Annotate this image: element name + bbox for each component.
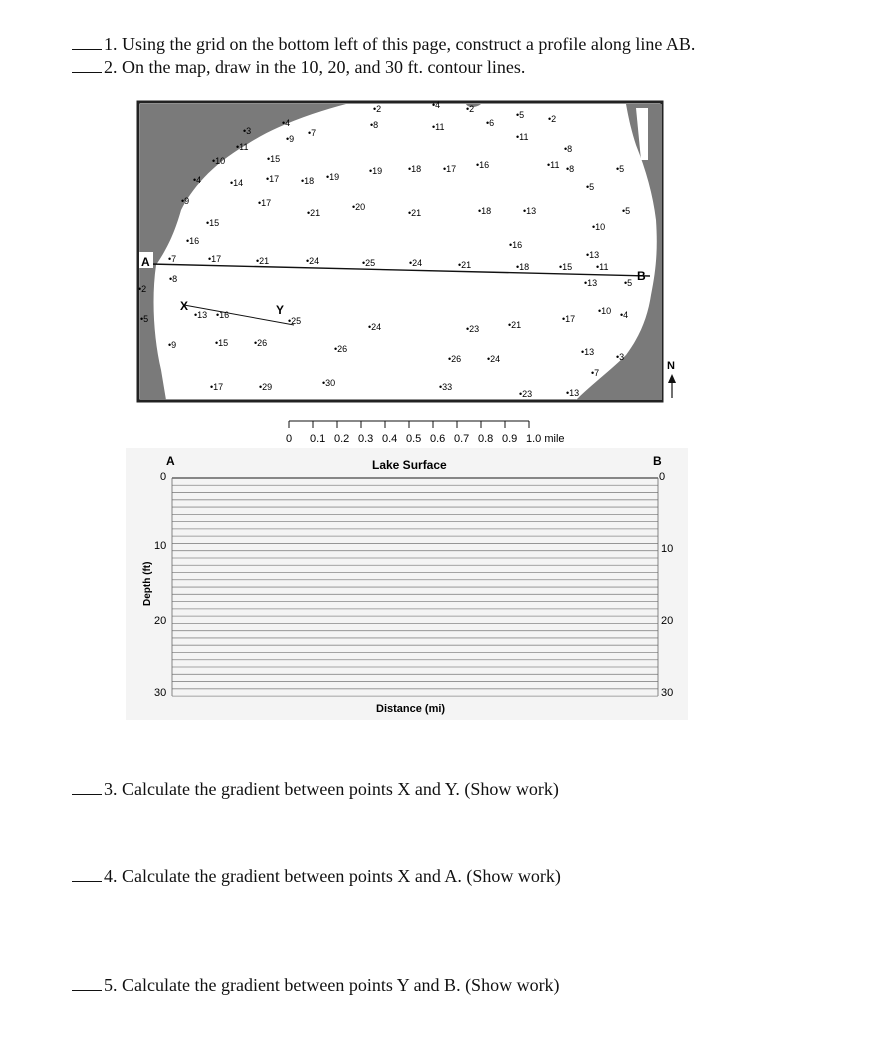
depth-sounding: •9 bbox=[286, 134, 295, 144]
scale-tick-label: 0.3 bbox=[358, 433, 374, 445]
depth-sounding: •21 bbox=[458, 260, 472, 270]
depth-sounding: •17 bbox=[562, 314, 576, 324]
left-tick-10: 10 bbox=[154, 540, 167, 552]
depth-sounding: •24 bbox=[487, 354, 501, 364]
question-1: 1. Using the grid on the bottom left of this page, construct a profile along line AB. bbox=[72, 34, 695, 55]
north-arrow bbox=[664, 356, 684, 400]
point-x-label: X bbox=[180, 299, 189, 313]
profile-zero-left: 0 bbox=[160, 471, 167, 483]
answer-blank[interactable] bbox=[72, 976, 102, 991]
depth-sounding: •9 bbox=[168, 340, 177, 350]
depth-sounding: •10 bbox=[598, 306, 612, 316]
lake-surface-label: Lake Surface bbox=[372, 458, 447, 472]
scale-tick-label: 0.7 bbox=[454, 433, 470, 445]
depth-sounding: •13 bbox=[523, 206, 537, 216]
depth-sounding: •24 bbox=[368, 322, 382, 332]
answer-blank[interactable] bbox=[72, 867, 102, 882]
depth-sounding: •3 bbox=[243, 126, 252, 136]
depth-sounding: •25 bbox=[288, 316, 302, 326]
depth-sounding: •18 bbox=[301, 176, 315, 186]
depth-sounding: •8 bbox=[566, 164, 575, 174]
depth-sounding: •15 bbox=[559, 262, 573, 272]
depth-sounding: •29 bbox=[259, 382, 273, 392]
right-tick-30: 30 bbox=[661, 687, 674, 699]
depth-sounding: •4 bbox=[282, 118, 291, 128]
depth-sounding: •2 bbox=[138, 284, 147, 294]
distance-axis-label: Distance (mi) bbox=[376, 703, 446, 715]
depth-sounding: •7 bbox=[308, 128, 317, 138]
depth-sounding: •4 bbox=[193, 175, 202, 185]
north-arrow-icon bbox=[668, 374, 676, 383]
depth-axis-label: Depth (ft) bbox=[142, 561, 153, 606]
depth-sounding: •16 bbox=[509, 240, 523, 250]
depth-sounding: •17 bbox=[210, 382, 224, 392]
depth-sounding: •16 bbox=[186, 236, 200, 246]
depth-sounding: •24 bbox=[409, 258, 423, 268]
depth-sounding: •5 bbox=[616, 164, 625, 174]
depth-sounding: •15 bbox=[267, 154, 281, 164]
depth-sounding: •18 bbox=[408, 164, 422, 174]
depth-sounding: •13 bbox=[586, 250, 600, 260]
depth-sounding: •7 bbox=[168, 254, 177, 264]
depth-sounding: •25 bbox=[362, 258, 376, 268]
depth-sounding: •21 bbox=[508, 320, 522, 330]
depth-sounding: •9 bbox=[181, 196, 190, 206]
scale-tick-label: 0.1 bbox=[310, 433, 326, 445]
depth-sounding: •13 bbox=[581, 347, 595, 357]
depth-sounding: •8 bbox=[370, 120, 379, 130]
scale-tick-label: 1.0 mile bbox=[526, 433, 565, 445]
question-3: 3. Calculate the gradient between points X and Y. (Show work) bbox=[72, 779, 559, 800]
scale-tick-label: 0.9 bbox=[502, 433, 518, 445]
depth-sounding: •2 bbox=[466, 104, 475, 114]
scale-bar bbox=[280, 418, 570, 448]
depth-sounding: •4 bbox=[432, 100, 441, 110]
depth-sounding: •13 bbox=[194, 310, 208, 320]
depth-sounding: •26 bbox=[448, 354, 462, 364]
scale-tick-label: 0 bbox=[286, 433, 293, 445]
scale-tick-label: 0.8 bbox=[478, 433, 494, 445]
question-2: 2. On the map, draw in the 10, 20, and 30 ft. contour lines. bbox=[72, 57, 525, 78]
depth-sounding: •10 bbox=[592, 222, 606, 232]
answer-blank[interactable] bbox=[72, 780, 102, 795]
depth-sounding: •8 bbox=[564, 144, 573, 154]
depth-sounding: •33 bbox=[439, 382, 453, 392]
depth-sounding: •21 bbox=[307, 208, 321, 218]
depth-sounding: •18 bbox=[516, 262, 530, 272]
depth-sounding: •20 bbox=[352, 202, 366, 212]
depth-sounding: •13 bbox=[584, 278, 598, 288]
depth-sounding: •23 bbox=[519, 389, 533, 399]
depth-sounding: •24 bbox=[306, 256, 320, 266]
scale-tick-label: 0.5 bbox=[406, 433, 422, 445]
depth-sounding: •11 bbox=[236, 142, 249, 152]
answer-blank[interactable] bbox=[72, 58, 102, 73]
depth-sounding: •2 bbox=[548, 114, 557, 124]
point-a-label: A bbox=[141, 255, 150, 269]
depth-sounding: •17 bbox=[443, 164, 457, 174]
depth-sounding: •15 bbox=[206, 218, 220, 228]
depth-sounding: •6 bbox=[486, 118, 495, 128]
depth-sounding: •19 bbox=[326, 172, 340, 182]
left-tick-20: 20 bbox=[154, 615, 167, 627]
depth-sounding: •10 bbox=[212, 156, 226, 166]
depth-sounding: •5 bbox=[140, 314, 149, 324]
depth-sounding: •5 bbox=[516, 110, 525, 120]
profile-zero-right: 0 bbox=[659, 471, 666, 483]
scale-tick-label: 0.6 bbox=[430, 433, 446, 445]
answer-blank[interactable] bbox=[72, 35, 102, 50]
right-tick-20: 20 bbox=[661, 615, 674, 627]
depth-sounding: •16 bbox=[216, 310, 230, 320]
depth-sounding: •26 bbox=[254, 338, 268, 348]
profile-grid bbox=[126, 448, 688, 720]
point-y-label: Y bbox=[276, 303, 285, 317]
lake-map bbox=[136, 100, 666, 405]
depth-sounding: •21 bbox=[408, 208, 422, 218]
depth-sounding: •7 bbox=[591, 368, 600, 378]
north-label: N bbox=[667, 360, 675, 372]
depth-sounding: •5 bbox=[586, 182, 595, 192]
depth-sounding: •21 bbox=[256, 256, 270, 266]
depth-sounding: •26 bbox=[334, 344, 348, 354]
depth-sounding: •30 bbox=[322, 378, 336, 388]
depth-sounding: •17 bbox=[208, 254, 222, 264]
depth-sounding: •11 bbox=[432, 122, 445, 132]
depth-sounding: •4 bbox=[620, 310, 629, 320]
scale-tick-label: 0.4 bbox=[382, 433, 398, 445]
depth-sounding: •17 bbox=[258, 198, 272, 208]
depth-sounding: •15 bbox=[215, 338, 229, 348]
depth-sounding: •11 bbox=[516, 132, 529, 142]
depth-sounding: •17 bbox=[266, 174, 280, 184]
depth-sounding: •2 bbox=[373, 104, 382, 114]
depth-sounding: •3 bbox=[616, 352, 625, 362]
left-tick-30: 30 bbox=[154, 687, 167, 699]
depth-sounding: •13 bbox=[566, 388, 580, 398]
depth-sounding: •8 bbox=[169, 274, 178, 284]
depth-sounding: •5 bbox=[622, 206, 631, 216]
profile-label-b: B bbox=[653, 454, 662, 468]
depth-sounding: •18 bbox=[478, 206, 492, 216]
depth-sounding: •14 bbox=[230, 178, 244, 188]
depth-sounding: •5 bbox=[624, 278, 633, 288]
question-4: 4. Calculate the gradient between points X and A. (Show work) bbox=[72, 866, 561, 887]
point-b-label: B bbox=[637, 269, 646, 283]
right-tick-10: 10 bbox=[661, 543, 674, 555]
depth-sounding: •11 bbox=[547, 160, 560, 170]
profile-label-a: A bbox=[166, 454, 175, 468]
depth-sounding: •16 bbox=[476, 160, 490, 170]
scale-tick-label: 0.2 bbox=[334, 433, 350, 445]
question-5: 5. Calculate the gradient between points Y and B. (Show work) bbox=[72, 975, 560, 996]
depth-sounding: •23 bbox=[466, 324, 480, 334]
depth-sounding: •11 bbox=[596, 262, 609, 272]
depth-sounding: •19 bbox=[369, 166, 383, 176]
